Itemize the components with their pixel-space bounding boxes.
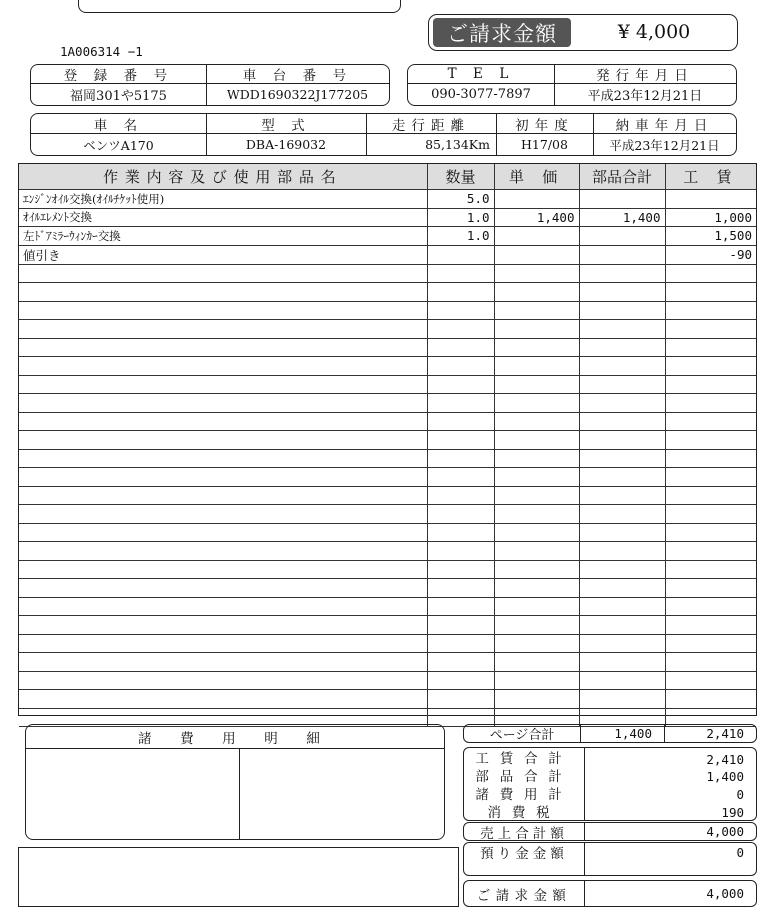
table-row — [19, 431, 756, 450]
item-description — [19, 431, 427, 450]
amount-banner-label: ご請求金額 — [433, 18, 571, 47]
item-parts-total — [579, 653, 665, 672]
item-labor — [665, 560, 756, 579]
tax-value: 190 — [721, 804, 744, 820]
deposit-value: 0 — [736, 844, 744, 860]
page-total-box — [463, 724, 757, 743]
item-quantity — [427, 616, 494, 635]
divider — [584, 881, 585, 906]
item-description: ｵｲﾙｴﾚﾒﾝﾄ交換 — [19, 208, 427, 227]
item-parts-total — [579, 245, 665, 264]
item-parts-total — [579, 338, 665, 357]
item-description — [19, 560, 427, 579]
item-parts-total — [579, 579, 665, 598]
table-row — [19, 245, 756, 264]
item-quantity — [427, 653, 494, 672]
item-labor — [665, 431, 756, 450]
deposit-label: 預り金金額 — [480, 846, 568, 862]
tel-value: 090-3077-7897 — [431, 87, 531, 102]
item-parts-total — [579, 542, 665, 561]
item-description — [19, 283, 427, 302]
item-description — [19, 542, 427, 561]
item-unit-price — [494, 560, 579, 579]
item-quantity — [427, 301, 494, 320]
item-labor — [665, 523, 756, 542]
item-unit-price — [494, 412, 579, 431]
expenses-title: 諸 費 用 明 細 — [137, 730, 332, 747]
header-unit-price: 単 価 — [494, 164, 579, 190]
table-row — [19, 560, 756, 579]
item-description: 値引き — [19, 245, 427, 264]
divider — [206, 114, 207, 155]
divider — [239, 748, 240, 839]
item-unit-price: 1,400 — [494, 208, 579, 227]
expenses-box — [25, 724, 445, 840]
item-parts-total — [579, 320, 665, 339]
mileage-value: 85,134Km — [425, 137, 490, 152]
parts-total-label: 部品合計 — [475, 769, 573, 785]
vehicle-detail-box — [30, 113, 737, 156]
divider — [31, 83, 389, 84]
item-labor — [665, 505, 756, 524]
table-row — [19, 208, 756, 227]
page-total-parts: 1,400 — [614, 726, 652, 741]
item-labor — [665, 301, 756, 320]
item-labor — [665, 320, 756, 339]
item-labor — [665, 468, 756, 487]
divider — [31, 133, 736, 134]
item-labor: 1,000 — [665, 208, 756, 227]
items-header-row — [19, 164, 756, 190]
item-parts-total — [579, 616, 665, 635]
item-unit-price — [494, 486, 579, 505]
item-unit-price — [494, 690, 579, 709]
table-row — [19, 690, 756, 709]
table-row — [19, 264, 756, 283]
registration-label: 登 録 番 号 — [63, 68, 174, 84]
item-unit-price — [494, 634, 579, 653]
item-labor — [665, 190, 756, 209]
divider — [366, 114, 367, 155]
item-description — [19, 653, 427, 672]
billing-label: ご請求金額 — [476, 887, 572, 904]
item-description — [19, 449, 427, 468]
item-parts-total — [579, 394, 665, 413]
sales-total-value: 4,000 — [706, 824, 744, 839]
labor-total-label: 工賃合計 — [475, 751, 573, 767]
item-parts-total — [579, 227, 665, 246]
item-parts-total — [579, 357, 665, 376]
fees-total-label: 諸費用計 — [475, 787, 573, 803]
item-quantity — [427, 597, 494, 616]
item-description — [19, 375, 427, 394]
divider — [584, 843, 585, 875]
item-labor: 1,500 — [665, 227, 756, 246]
item-labor: -90 — [665, 245, 756, 264]
item-quantity — [427, 542, 494, 561]
item-description — [19, 634, 427, 653]
item-unit-price — [494, 245, 579, 264]
item-parts-total — [579, 431, 665, 450]
item-unit-price — [494, 671, 579, 690]
billing-value: 4,000 — [706, 886, 744, 901]
divider — [580, 725, 581, 742]
delivery-date-value: 平成23年12月21日 — [609, 137, 720, 153]
divider — [496, 114, 497, 155]
item-labor — [665, 375, 756, 394]
item-parts-total — [579, 449, 665, 468]
table-row — [19, 597, 756, 616]
item-labor — [665, 264, 756, 283]
item-unit-price — [494, 338, 579, 357]
item-labor — [665, 449, 756, 468]
chassis-label: 車 台 番 号 — [242, 68, 353, 84]
header-quantity: 数量 — [427, 164, 494, 190]
item-labor — [665, 690, 756, 709]
table-row — [19, 190, 756, 209]
item-description — [19, 301, 427, 320]
registration-value: 福岡301や5175 — [70, 89, 167, 104]
item-description — [19, 671, 427, 690]
labor-total-value: 2,410 — [706, 751, 744, 767]
item-quantity — [427, 449, 494, 468]
divider — [584, 823, 585, 840]
item-unit-price — [494, 616, 579, 635]
item-labor — [665, 283, 756, 302]
item-unit-price — [494, 190, 579, 209]
item-unit-price — [494, 579, 579, 598]
table-row — [19, 634, 756, 653]
item-parts-total — [579, 486, 665, 505]
model-value: DBA-169032 — [245, 137, 327, 152]
item-quantity: 1.0 — [427, 227, 494, 246]
item-labor — [665, 486, 756, 505]
item-description — [19, 394, 427, 413]
item-quantity — [427, 412, 494, 431]
summary-box — [463, 747, 757, 821]
billing-box — [463, 880, 757, 907]
chassis-value: WDD1690322J177205 — [226, 87, 369, 102]
item-unit-price — [494, 505, 579, 524]
item-quantity: 1.0 — [427, 208, 494, 227]
item-unit-price — [494, 523, 579, 542]
tax-label: 消費税 — [487, 805, 561, 821]
table-row — [19, 375, 756, 394]
item-parts-total — [579, 597, 665, 616]
item-parts-total — [579, 301, 665, 320]
item-unit-price — [494, 542, 579, 561]
divider — [26, 748, 444, 749]
item-quantity: 5.0 — [427, 190, 494, 209]
table-row — [19, 671, 756, 690]
item-labor — [665, 616, 756, 635]
item-description — [19, 468, 427, 487]
document-id: 1A006314 −1 — [60, 44, 143, 59]
item-quantity — [427, 320, 494, 339]
item-parts-total — [579, 190, 665, 209]
item-unit-price — [494, 301, 579, 320]
car-name-value: ベンツA170 — [83, 137, 154, 153]
item-description — [19, 579, 427, 598]
divider — [206, 65, 207, 105]
item-parts-total — [579, 634, 665, 653]
item-description: ｴﾝｼﾞﾝｵｲﾙ交換(ｵｲﾙﾁｹｯﾄ使用) — [19, 190, 427, 209]
divider — [408, 83, 736, 84]
item-quantity — [427, 283, 494, 302]
table-row — [19, 412, 756, 431]
item-quantity — [427, 468, 494, 487]
item-parts-total — [579, 375, 665, 394]
item-labor — [665, 653, 756, 672]
item-labor — [665, 542, 756, 561]
remarks-box — [18, 847, 459, 907]
item-quantity — [427, 579, 494, 598]
item-unit-price — [494, 394, 579, 413]
item-quantity — [427, 338, 494, 357]
item-unit-price — [494, 283, 579, 302]
tel-label: T E L — [447, 66, 515, 82]
item-quantity — [427, 505, 494, 524]
table-row — [19, 653, 756, 672]
mileage-label: 走行距離 — [391, 117, 471, 134]
table-row — [19, 227, 756, 246]
item-labor — [665, 412, 756, 431]
item-quantity — [427, 375, 494, 394]
item-description — [19, 357, 427, 376]
item-quantity — [427, 357, 494, 376]
table-row — [19, 283, 756, 302]
item-quantity — [427, 523, 494, 542]
item-parts-total — [579, 690, 665, 709]
first-registration-value: H17/08 — [521, 137, 568, 152]
parts-total-value: 1,400 — [706, 768, 744, 784]
issue-date-label: 発行年月日 — [596, 68, 694, 84]
divider — [593, 114, 594, 155]
item-quantity — [427, 560, 494, 579]
table-row — [19, 338, 756, 357]
item-parts-total — [579, 412, 665, 431]
item-unit-price — [494, 431, 579, 450]
sales-total-box — [463, 822, 757, 841]
item-labor — [665, 357, 756, 376]
item-quantity — [427, 486, 494, 505]
sales-total-label: 売上合計額 — [480, 825, 568, 842]
contact-box — [407, 64, 737, 106]
item-unit-price — [494, 264, 579, 283]
item-quantity — [427, 394, 494, 413]
table-row — [19, 357, 756, 376]
header-parts-total: 部品合計 — [579, 164, 665, 190]
item-unit-price — [494, 468, 579, 487]
car-name-label: 車 名 — [93, 117, 144, 134]
table-row — [19, 468, 756, 487]
item-parts-total — [579, 671, 665, 690]
table-row — [19, 320, 756, 339]
item-unit-price — [494, 597, 579, 616]
page-total-labor: 2,410 — [706, 726, 744, 741]
table-row — [19, 505, 756, 524]
item-unit-price — [494, 449, 579, 468]
item-quantity — [427, 634, 494, 653]
divider — [554, 65, 555, 105]
header-description: 作業内容及び使用部品名 — [19, 164, 427, 190]
item-unit-price — [494, 357, 579, 376]
delivery-date-label: 納車年月日 — [615, 117, 714, 134]
item-quantity — [427, 245, 494, 264]
item-parts-total — [579, 560, 665, 579]
table-row — [19, 579, 756, 598]
item-description — [19, 597, 427, 616]
table-row — [19, 523, 756, 542]
item-unit-price — [494, 653, 579, 672]
divider — [664, 725, 665, 742]
item-quantity — [427, 671, 494, 690]
table-row — [19, 542, 756, 561]
amount-banner — [428, 14, 738, 51]
top-remark-box — [78, 0, 401, 13]
table-row — [19, 449, 756, 468]
item-quantity — [427, 431, 494, 450]
item-quantity — [427, 264, 494, 283]
table-row — [19, 616, 756, 635]
page-total-label: ページ合計 — [489, 728, 555, 743]
header-labor: 工 賃 — [665, 164, 756, 190]
item-description — [19, 690, 427, 709]
item-description — [19, 264, 427, 283]
vehicle-id-box — [30, 64, 390, 106]
item-description — [19, 616, 427, 635]
item-parts-total — [579, 468, 665, 487]
item-labor — [665, 579, 756, 598]
item-labor — [665, 597, 756, 616]
table-row — [19, 394, 756, 413]
issue-date-value: 平成23年12月21日 — [587, 89, 703, 104]
table-row — [19, 486, 756, 505]
item-description — [19, 338, 427, 357]
item-parts-total — [579, 505, 665, 524]
item-unit-price — [494, 320, 579, 339]
item-quantity — [427, 690, 494, 709]
model-label: 型 式 — [261, 117, 311, 134]
item-parts-total — [579, 283, 665, 302]
item-labor — [665, 671, 756, 690]
item-description — [19, 412, 427, 431]
item-unit-price — [494, 227, 579, 246]
item-parts-total — [579, 523, 665, 542]
item-description — [19, 320, 427, 339]
item-description: 左ﾄﾞｱﾐﾗｰｳｨﾝｶｰ交換 — [19, 227, 427, 246]
first-registration-label: 初年度 — [515, 117, 574, 134]
item-description — [19, 505, 427, 524]
item-labor — [665, 634, 756, 653]
item-labor — [665, 338, 756, 357]
item-parts-total — [579, 264, 665, 283]
table-row — [19, 301, 756, 320]
item-description — [19, 523, 427, 542]
amount-banner-value: ¥ 4,000 — [617, 21, 691, 43]
deposit-box — [463, 842, 757, 876]
fees-total-value: 0 — [736, 786, 744, 802]
items-table — [18, 163, 757, 716]
item-description — [19, 486, 427, 505]
item-labor — [665, 394, 756, 413]
item-unit-price — [494, 375, 579, 394]
item-parts-total: 1,400 — [579, 208, 665, 227]
